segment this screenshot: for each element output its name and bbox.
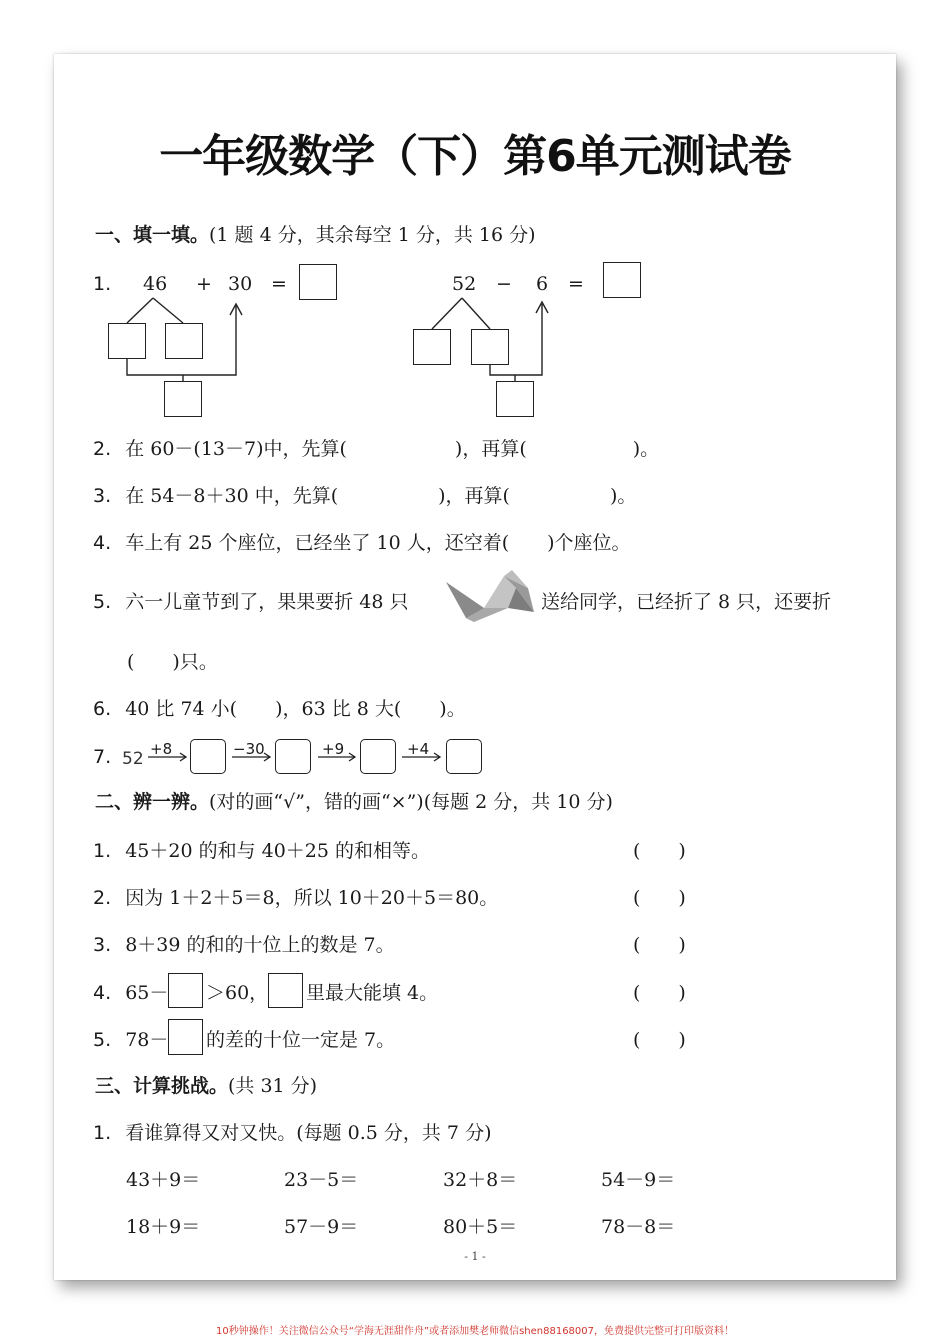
judge-item-4 [93,981,168,1005]
q7-step-4: +4 [407,740,430,758]
judge-item-4-box-1[interactable] [168,973,203,1008]
q2-text-start: 在 60－(13－7)中，先算( [125,438,347,460]
q1-left-operand-b: 30 [228,273,253,295]
q2-number: 2. [93,438,112,460]
q1-right-operand-d: 6 [536,273,549,295]
q7-answer-box-1[interactable] [190,739,226,774]
q7-answer-box-3[interactable] [360,739,396,774]
page-title: 一年级数学（下）第6单元测试卷 [159,131,791,182]
q1-number: 1. [93,273,112,295]
q7-number: 7. [93,746,112,768]
judge-item-5-paren[interactable]: ( ) [633,1029,686,1051]
judge-item-4-text-b: ＞60， [206,982,269,1004]
q7-start-value: 52 [122,749,144,769]
q1-right-operand-c: 52 [452,273,477,295]
judge-item-1 [93,839,430,863]
judge-item-1-text: 45＋20 的和与 40＋25 的和相等。 [125,840,431,862]
footer-notice: 10秒钟操作！关注微信公众号“学海无涯甜作舟”或者添加樊老师微信shen88168007，免费提供完整可打印版资料！ [215,1326,735,1337]
q1-left-operand-a: 46 [143,273,168,295]
q7-step-3: +9 [322,740,345,758]
calc-q1-number: 1. [93,1122,112,1144]
q7-answer-box-2[interactable] [275,739,311,774]
q4-text: 车上有 25 个座位，已经坐了 10 人，还空着( )个座位。 [125,532,631,554]
calc-item[interactable]: 32＋8＝ [443,1169,518,1191]
q1-left-operator: + [196,273,212,295]
calc-item[interactable]: 23－5＝ [284,1169,359,1191]
judge-item-3-number: 3. [93,934,112,956]
calc-item[interactable]: 54－9＝ [601,1169,676,1191]
judge-item-2 [93,886,498,910]
q6-number: 6. [93,698,112,720]
q2-text-end: )。 [632,438,660,460]
section3-heading: 三、计算挑战。 [95,1075,229,1097]
judge-item-4-number: 4. [93,982,112,1004]
q1-left-equals: = [271,273,287,295]
calc-item[interactable]: 43＋9＝ [126,1169,201,1191]
judge-item-3-text: 8＋39 的和的十位上的数是 7。 [125,934,395,956]
q2-text-mid: )，再算( [454,438,527,460]
judge-item-4-box-2[interactable] [268,973,303,1008]
judge-item-5-text-a: 78－ [125,1029,169,1051]
calc-item[interactable]: 57－9＝ [284,1216,359,1238]
judge-item-5-box[interactable] [168,1019,203,1055]
q3-text-end: )。 [609,485,637,507]
calc-item[interactable]: 80＋5＝ [443,1216,518,1238]
section2-heading: 二、辨一辨。 [95,791,210,813]
calc-item[interactable]: 18＋9＝ [126,1216,201,1238]
judge-item-4-text-a: 65－ [125,982,169,1004]
section1-note: (1 题 4 分，其余每空 1 分，共 16 分) [209,224,536,246]
judge-item-2-text: 因为 1＋2＋5＝8，所以 10＋20＋5＝80。 [125,887,499,909]
calc-q1 [93,1121,491,1145]
judge-item-1-number: 1. [93,840,112,862]
q3-text-mid: )，再算( [438,485,510,507]
section2-header [95,790,613,814]
judge-item-2-paren[interactable]: ( ) [633,887,686,909]
calc-q1-text: 看谁算得又对又快。(每题 0.5 分，共 7 分) [125,1122,492,1144]
judge-item-3-paren[interactable]: ( ) [633,934,686,956]
q6-text: 40 比 74 小( )，63 比 8 大( )。 [125,698,466,720]
judge-item-4-text-c: 里最大能填 4。 [306,982,439,1004]
section2-note: (对的画“√”，错的画“×”)(每题 2 分，共 10 分) [209,791,613,813]
judge-item-5 [93,1028,168,1052]
q5-number: 5. [93,591,112,613]
judge-item-3 [93,933,395,957]
q7-step-1: +8 [150,740,173,758]
calc-item[interactable]: 78－8＝ [601,1216,676,1238]
judge-item-5-text-b: 的差的十位一定是 7。 [206,1029,396,1051]
q3-number: 3. [93,485,112,507]
q7-answer-box-4[interactable] [446,739,482,774]
q5-text-b: 送给同学，已经折了 8 只，还要折 [541,591,832,613]
judge-item-4-paren[interactable]: ( ) [633,982,686,1004]
q5-text-a: 六一儿童节到了，果果要折 48 只 [125,591,409,613]
q1-right-equals: = [568,273,584,295]
q4-number: 4. [93,532,112,554]
section1-heading: 一、填一填。 [95,224,210,246]
judge-item-5-number: 5. [93,1029,112,1051]
judge-item-2-number: 2. [93,887,112,909]
page-number: - 1 - [464,1250,486,1263]
judge-item-1-paren[interactable]: ( ) [633,840,686,862]
section3-header [95,1074,317,1098]
q1-right-operator: − [496,273,512,295]
section3-note: (共 31 分) [228,1075,318,1097]
q7-step-2: −30 [233,740,265,758]
q3-text-start: 在 54－8＋30 中，先算( [125,485,339,507]
q5-text-c: ( )只。 [127,651,218,673]
